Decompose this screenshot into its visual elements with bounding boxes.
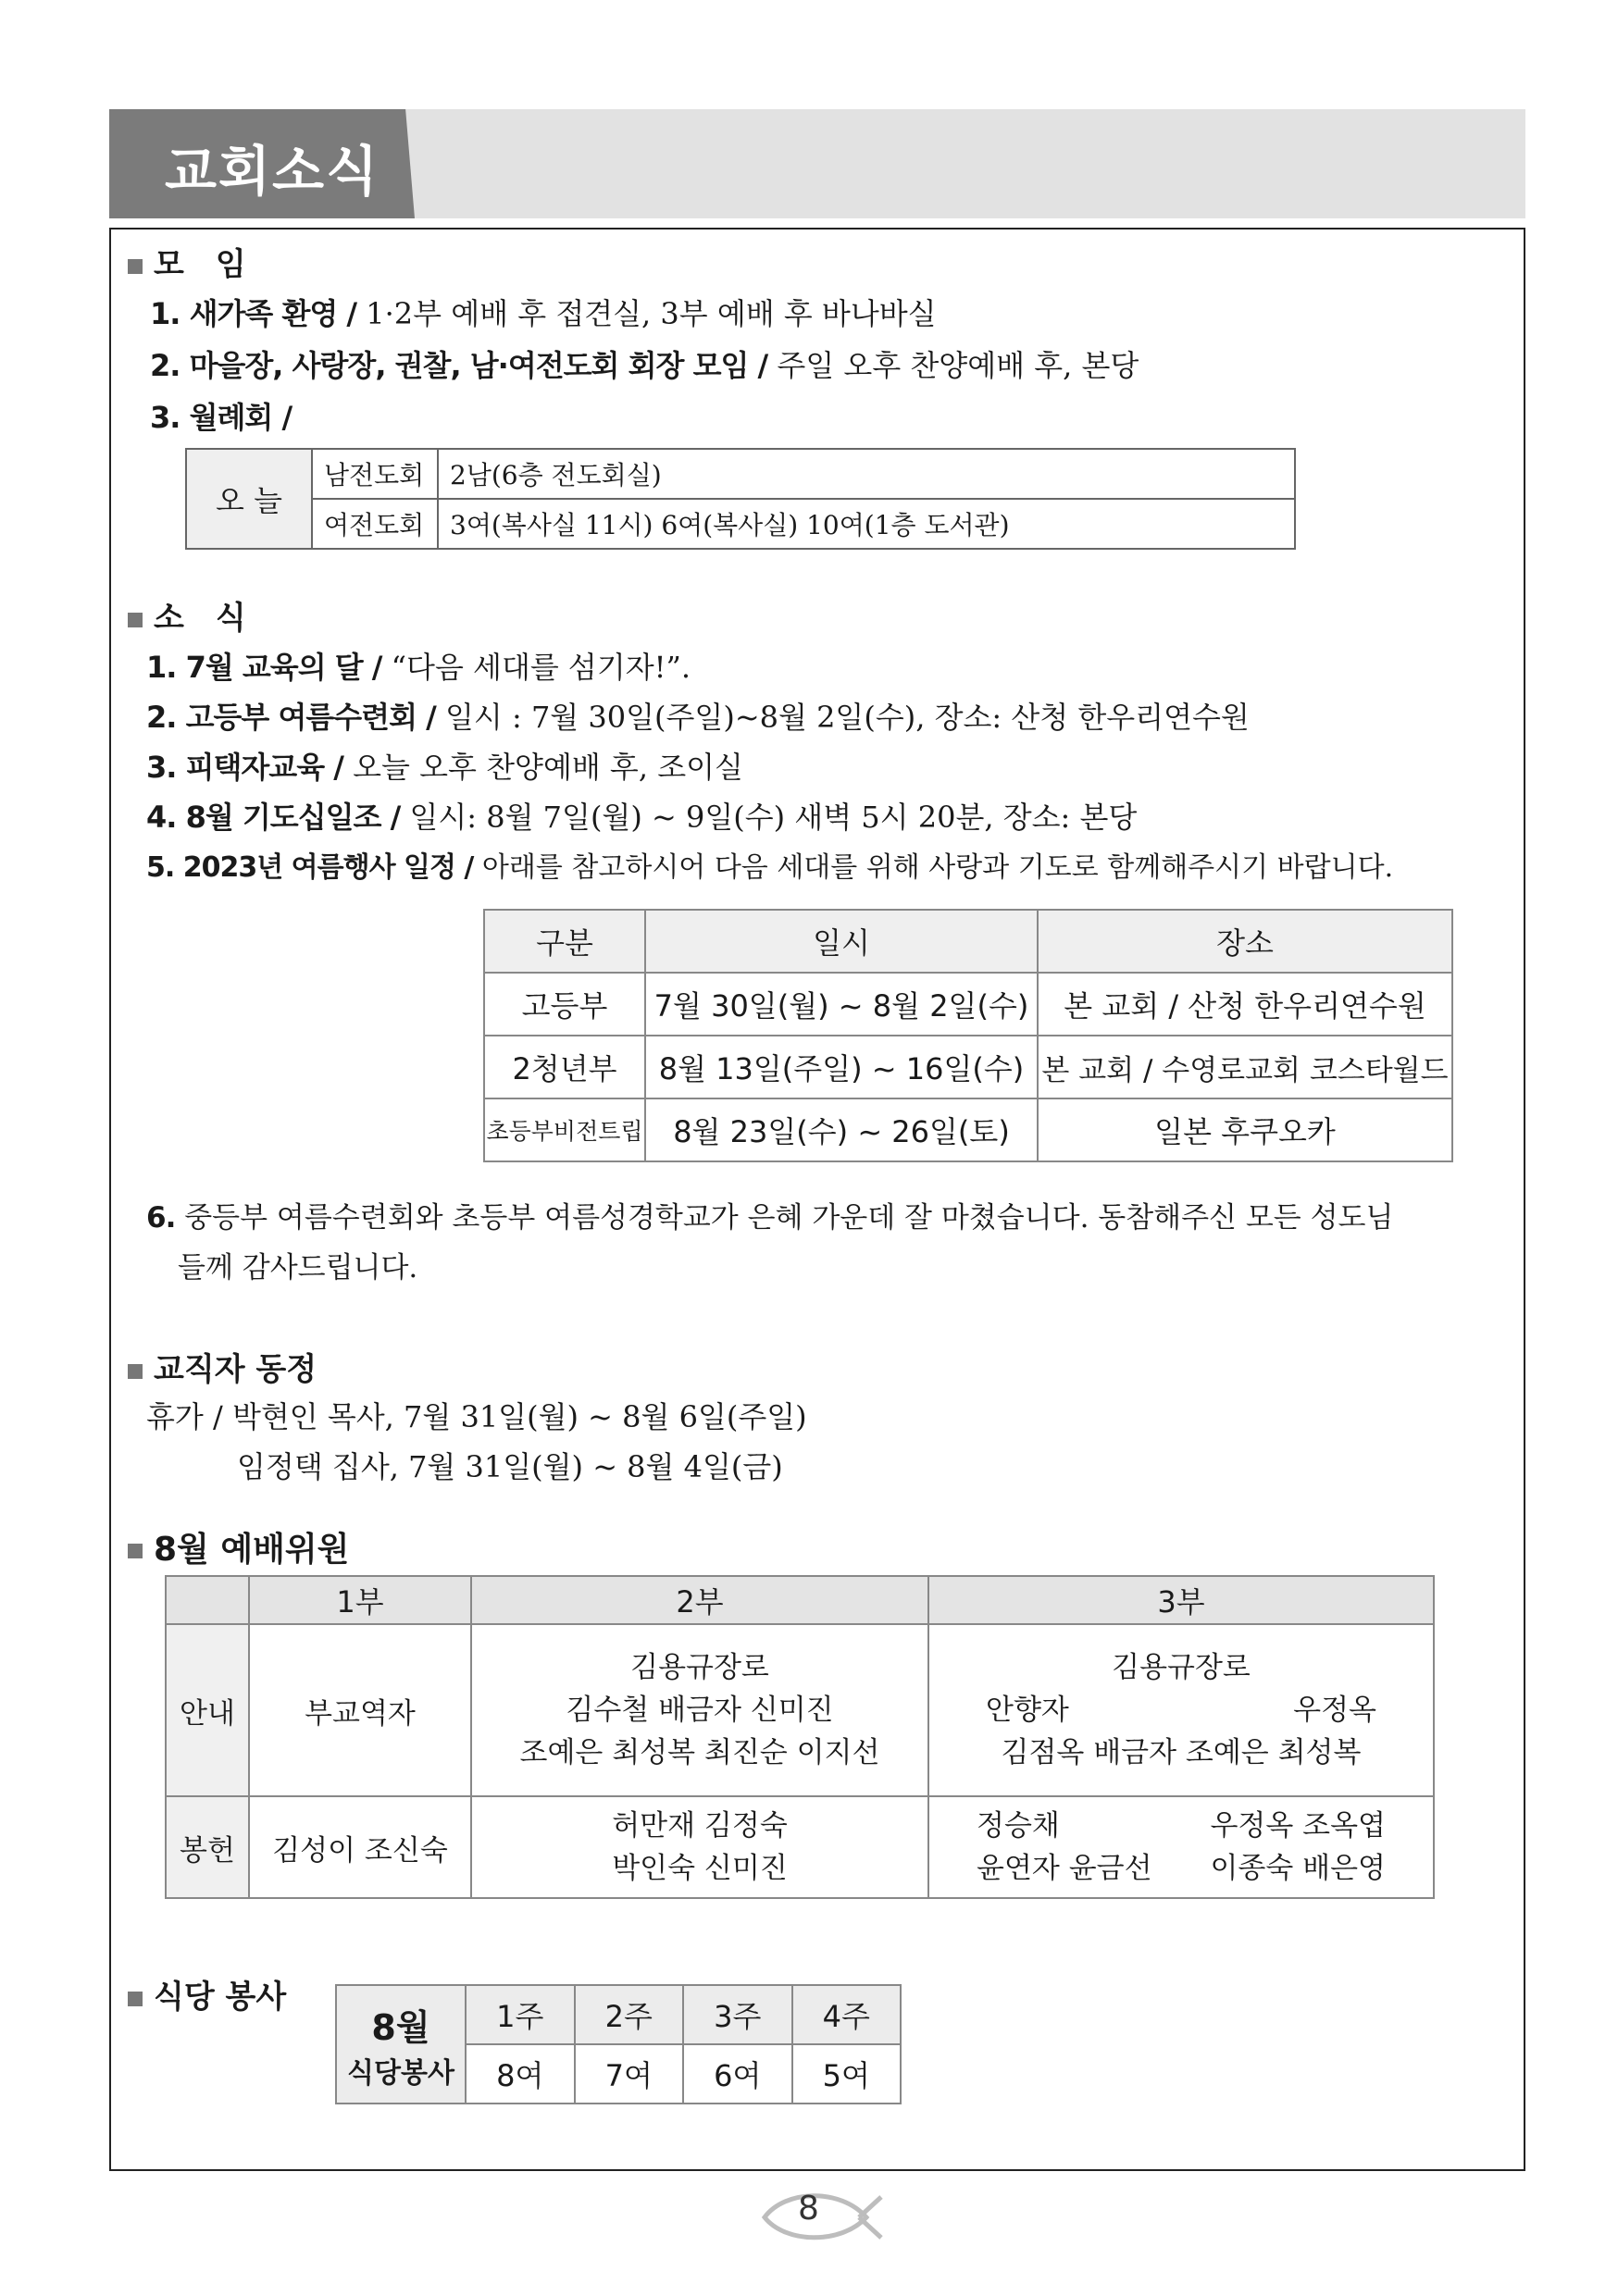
table-header: 일시 (645, 910, 1038, 973)
news-item-2 (146, 694, 1250, 737)
item-text: 일시 : 7월 30일(주일)~8월 2일(수), 장소: 산청 한우리연수원 (435, 700, 1250, 735)
monthly-group: 여전도회 (312, 499, 438, 549)
monthly-detail: 3여(복사실 11시) 6여(복사실) 10여(1층 도서관) (438, 499, 1295, 549)
week-group: 5여 (792, 2044, 902, 2104)
item-title: 4. 8월 기도십일조 / (146, 800, 401, 835)
table-cell (928, 1624, 1434, 1796)
week-group: 6여 (683, 2044, 792, 2104)
cell-line: 허만재 김정숙 (612, 1809, 788, 1843)
cell-line: 박인숙 신미진 (612, 1852, 788, 1885)
news-item-1 (146, 644, 691, 687)
summer-events-table (483, 909, 1453, 1162)
square-bullet-icon (128, 1364, 143, 1379)
section-heading-news (128, 592, 246, 638)
page-title: 교회소식 (165, 140, 380, 203)
table-row (484, 1098, 1452, 1161)
section-heading-text: 소 식 (154, 600, 246, 637)
item-text: 일시: 8월 7일(월) ~ 9일(수) 새벽 5시 20분, 장소: 본당 (400, 800, 1138, 835)
item-title: 2. 마을장, 사랑장, 권찰, 남·여전도회 회장 모임 / (150, 348, 768, 383)
item-title: 1. 새가족 환영 / (150, 296, 357, 331)
row-label-guide: 안내 (166, 1624, 249, 1796)
table-cell: 부교역자 (249, 1624, 471, 1796)
section-heading-clergy (128, 1344, 317, 1389)
col-header-2: 2부 (471, 1576, 928, 1624)
col-header-3: 3부 (928, 1576, 1434, 1624)
cell-line: 조예은 최성복 최진순 이지선 (519, 1736, 880, 1769)
section-heading-servers (128, 1523, 349, 1570)
section-heading-text: 교직자 동정 (154, 1351, 317, 1388)
table-header: 구분 (484, 910, 645, 973)
item-title: 3. 피택자교육 / (146, 750, 343, 785)
monthly-group: 남전도회 (312, 449, 438, 499)
table-row (166, 1624, 1434, 1796)
kitchen-table (335, 1984, 902, 2104)
fish-icon (757, 2184, 887, 2249)
name: 안향자 (986, 1694, 1069, 1727)
cell-line: 김용규장로 (1112, 1651, 1251, 1684)
cell-line: 김용규장로 (630, 1651, 769, 1684)
row-label-offering: 봉헌 (166, 1796, 249, 1898)
item-title: 6. (146, 1201, 176, 1235)
cell-line: 윤연자 윤금선 (977, 1852, 1152, 1885)
table-cell: 일본 후쿠오카 (1038, 1098, 1452, 1161)
col-header-1: 1부 (249, 1576, 471, 1624)
week-header: 1주 (466, 1985, 575, 2044)
section-heading-meetings (128, 239, 246, 284)
clergy-line-1: 휴가 / 박현인 목사, 7월 31일(월) ~ 8월 6일(주일) (146, 1399, 807, 1434)
meeting-item-1 (150, 291, 937, 333)
table-cell: 8월 23일(수) ~ 26일(토) (645, 1098, 1038, 1161)
table-row (484, 1036, 1452, 1098)
square-bullet-icon (128, 1544, 143, 1558)
table-cell: 2청년부 (484, 1036, 645, 1098)
item-title: 3. 월례회 / (150, 400, 292, 435)
page-number: 8 (798, 2190, 819, 2228)
kitchen-label: 식당봉사 (347, 2056, 454, 2090)
item-text: 아래를 참고하시어 다음 세대를 위해 사랑과 기도로 함께해주시기 바랍니다. (473, 851, 1394, 884)
square-bullet-icon (128, 613, 143, 627)
table-header: 장소 (1038, 910, 1452, 973)
section-heading-text: 모 임 (154, 246, 246, 283)
table-cell (928, 1796, 1434, 1898)
name: 우정옥 (1293, 1694, 1376, 1727)
table-cell: 8월 13일(주일) ~ 16일(수) (645, 1036, 1038, 1098)
news-item-6 (146, 1194, 1393, 1235)
news-item-3 (146, 744, 743, 787)
week-group: 8여 (466, 2044, 575, 2104)
cell-line (930, 1689, 1432, 1731)
cell-line: 정승채 (977, 1809, 1060, 1843)
table-cell: 7월 30일(월) ~ 8월 2일(수) (645, 973, 1038, 1036)
cell-line: 김점옥 배금자 조예은 최성복 (1001, 1736, 1362, 1769)
table-cell: 본 교회 / 산청 한우리연수원 (1038, 973, 1452, 1036)
section-heading-text: 식당 봉사 (154, 1979, 287, 2016)
item-text: “다음 세대를 섬기자!”. (381, 650, 691, 685)
meeting-item-2 (150, 342, 1139, 385)
square-bullet-icon (128, 1992, 143, 2006)
table-row (166, 1796, 1434, 1898)
monthly-label: 오 늘 (186, 449, 312, 549)
news-item-5 (146, 844, 1393, 885)
week-group: 7여 (575, 2044, 684, 2104)
table-cell (471, 1796, 928, 1898)
kitchen-side-label (336, 1985, 466, 2104)
monthly-meeting-table (185, 448, 1296, 550)
item-title: 5. 2023년 여름행사 일정 / (146, 851, 474, 884)
corner-cell (166, 1576, 249, 1624)
servers-table (165, 1575, 1435, 1899)
item-text: 1·2부 예배 후 접견실, 3부 예배 후 바나바실 (356, 296, 937, 331)
item-title: 2. 고등부 여름수련회 / (146, 700, 436, 735)
kitchen-month: 8월 (371, 2006, 430, 2048)
table-cell: 본 교회 / 수영로교회 코스타월드 (1038, 1036, 1452, 1098)
news-item-4 (146, 794, 1137, 837)
table-cell: 초등부비전트립 (484, 1098, 645, 1161)
table-row (484, 973, 1452, 1036)
item-text: 주일 오후 찬양예배 후, 본당 (767, 348, 1139, 383)
week-header: 2주 (575, 1985, 684, 2044)
clergy-line-2: 임정택 집사, 7월 31일(월) ~ 8월 4일(금) (237, 1449, 783, 1484)
item-text: 중등부 여름수련회와 초등부 여름성경학교가 은혜 가운데 잘 마쳤습니다. 동참해주신 모든 성도님 (175, 1201, 1394, 1235)
item-text: 오늘 오후 찬양예배 후, 조이실 (342, 750, 743, 785)
table-cell: 김성이 조신숙 (249, 1796, 471, 1898)
section-heading-kitchen (128, 1971, 286, 2017)
week-header: 4주 (792, 1985, 902, 2044)
meeting-item-3 (150, 394, 292, 437)
section-heading-text: 8월 예배위원 (154, 1531, 350, 1569)
table-cell: 고등부 (484, 973, 645, 1036)
cell-line: 우정옥 조옥엽 (1210, 1809, 1386, 1843)
cell-line: 이종숙 배은영 (1210, 1852, 1386, 1885)
square-bullet-icon (128, 259, 143, 274)
news-item-6-cont: 들께 감사드립니다. (178, 1251, 418, 1285)
table-cell (471, 1624, 928, 1796)
monthly-detail: 2남(6층 전도회실) (438, 449, 1295, 499)
week-header: 3주 (683, 1985, 792, 2044)
cell-line: 김수철 배금자 신미진 (566, 1694, 834, 1727)
item-title: 1. 7월 교육의 달 / (146, 650, 382, 685)
